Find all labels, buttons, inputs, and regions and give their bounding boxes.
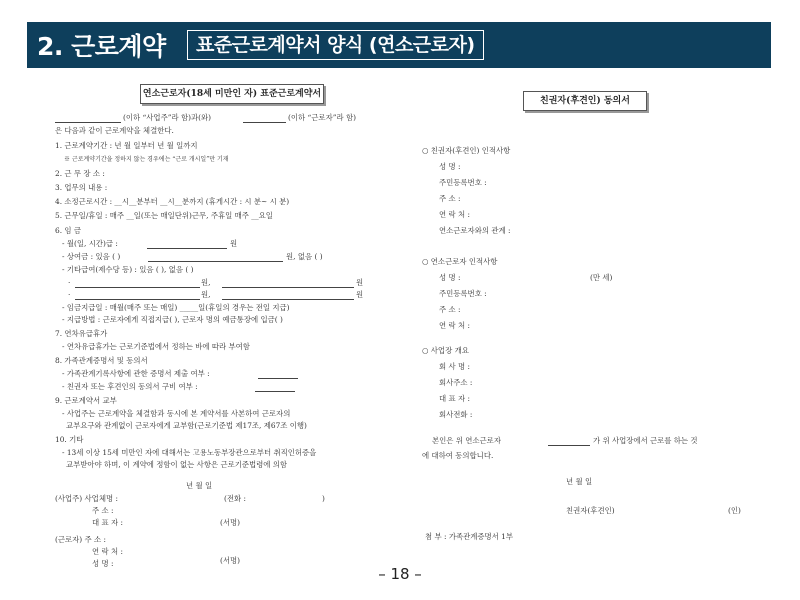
employer-ceo-label: 대 표 자 : (92, 518, 123, 527)
right-date: 년 월 일 (566, 477, 593, 486)
employee-name-blank (243, 115, 286, 123)
guardian-seal: (인) (728, 506, 741, 515)
bonus-blank (148, 254, 283, 262)
other-pay-row2-blank-b (222, 292, 354, 300)
other-pay-row2-blank-a (75, 292, 200, 300)
employer-signature: (서명) (220, 518, 241, 527)
item-wages: 6. 임 금 (55, 226, 82, 235)
minor-contact-label: 연 락 처 : (439, 321, 470, 330)
minor-id-label: 주민등록번호 : (439, 289, 487, 298)
other-pay-row1-bullet: · (68, 278, 71, 287)
other-pay-label: - 기타급여(제수당 등) : 있음 ( ), 없음 ( ) (62, 265, 194, 274)
consent-minor-blank (548, 438, 590, 446)
item-contract-period: 1. 근로계약기간 : 년 월 일부터 년 월 일까지 (55, 141, 198, 150)
delivery-detail-2: 교부요구와 관계없이 근로자에게 교부함(근로기준법 제17조, 제67조 이행) (66, 421, 307, 430)
company-phone-label: 회사전화 : (439, 410, 473, 419)
guardian-signature-label: 친권자(후견인) (566, 506, 615, 515)
item-annual-leave: 7. 연차유급휴가 (55, 329, 108, 338)
minor-section-heading: ○ 연소근로자 인적사항 (422, 257, 498, 266)
consent-form-blank (255, 384, 295, 392)
company-ceo-label: 대 표 자 : (439, 394, 470, 403)
item-working-hours: 4. 소정근로시간 : __시__분부터 __시__분까지 (휴게시간 : 시 분~ 시 분) (55, 197, 290, 206)
employee-name-label: 성 명 : (92, 559, 114, 568)
employer-address-label: 주 소 : (92, 506, 114, 515)
consent-statement-1a: 본인은 위 연소근로자 (432, 436, 501, 445)
form-subtitle: 표준근로계약서 양식 (연소근로자) (187, 30, 484, 60)
family-cert-blank (258, 371, 298, 379)
workplace-section-heading: ○ 사업장 개요 (422, 346, 469, 355)
employee-address-label: (근로자) 주 소 : (55, 535, 107, 544)
page-number: – 18 – (378, 565, 422, 583)
item-job-description: 3. 업무의 내용 : (55, 183, 108, 192)
company-name-label: 회 사 명 : (439, 362, 470, 371)
other-pay-row1-unit-a: 원, (201, 278, 211, 287)
other-detail-2: 교부받아야 하며, 이 계약에 정함이 없는 사항은 근로기준법령에 의함 (66, 460, 288, 469)
wage-monthly-blank (147, 241, 227, 249)
employer-name-blank (55, 115, 121, 123)
pay-method: - 지급방법 : 근로자에게 직접지급( ), 근로자 명의 예금통장에 입금( ) (62, 315, 283, 324)
contract-period-note: ※ 근로계약기간을 정하지 않는 경우에는 “근로 개시일”만 기재 (64, 156, 229, 163)
consent-form-ready: - 친권자 또는 후견인의 동의서 구비 여부 : (62, 382, 198, 391)
delivery-detail-1: - 사업주는 근로계약을 체결함과 동시에 본 계약서를 사본하여 근로자의 (62, 409, 291, 418)
other-pay-row1-blank-b (222, 280, 354, 288)
other-pay-row1-blank-a (75, 280, 200, 288)
attachment-note: 첨 부 : 가족관계증명서 1부 (425, 532, 513, 541)
wage-monthly-unit: 원 (230, 239, 238, 248)
item-workplace: 2. 근 무 장 소 : (55, 169, 105, 178)
other-pay-row2-unit-a: 원, (201, 290, 211, 299)
other-pay-row2-unit-b: 원 (356, 290, 364, 299)
minor-address-label: 주 소 : (439, 305, 461, 314)
employee-contact-label: 연 락 처 : (92, 547, 123, 556)
item-contract-delivery: 9. 근로계약서 교부 (55, 396, 117, 405)
guardian-contact-label: 연 락 처 : (439, 210, 470, 219)
guardian-id-label: 주민등록번호 : (439, 178, 487, 187)
item-other: 10. 기타 (55, 435, 84, 444)
minor-name-label: 성 명 : (439, 273, 461, 282)
family-cert-submitted: - 가족관계기록사항에 관한 증명서 제출 여부 : (62, 369, 210, 378)
employer-definition: (이하 “사업주”라 함)과(와) (123, 113, 212, 122)
left-date: 년 월 일 (186, 481, 213, 490)
guardian-section-heading: ○ 친권자(후견인) 인적사항 (422, 146, 511, 155)
guardian-address-label: 주 소 : (439, 194, 461, 203)
pay-date: - 임금지급일 : 매월(매주 또는 매일) _____일(휴일의 경우는 전일 지급) (62, 303, 290, 312)
employee-signature: (서명) (220, 556, 241, 565)
guardian-name-label: 성 명 : (439, 162, 461, 171)
other-pay-row2-bullet: · (68, 290, 71, 299)
header-bar (27, 22, 771, 68)
wage-monthly-label: - 월(일, 시간)급 : (62, 239, 118, 248)
other-pay-row1-unit-b: 원 (356, 278, 364, 287)
consent-statement-2: 에 대하여 동의합니다. (422, 451, 494, 460)
item-workdays-holidays: 5. 근무일/휴일 : 매주 __일(또는 매일단위)근무, 주휴일 매주 __요일 (55, 211, 273, 220)
employer-phone-label: (전화 : (224, 494, 247, 503)
employee-definition: (이하 “근로자”라 함) (288, 113, 356, 122)
minor-age-label: (만 세) (590, 273, 613, 282)
employer-company-label: (사업주) 사업체명 : (55, 494, 118, 503)
contract-intro: 은 다음과 같이 근로계약을 체결한다. (55, 126, 174, 135)
left-document-title: 연소근로자(18세 미만인 자) 표준근로계약서 (140, 84, 324, 104)
bonus-unit: 원, 없음 ( ) (286, 252, 323, 261)
guardian-relationship-label: 연소근로자와의 관계 : (439, 226, 511, 235)
annual-leave-detail: - 연차유급휴가는 근로기준법에서 정하는 바에 따라 부여함 (62, 342, 250, 351)
company-address-label: 회사주소 : (439, 378, 473, 387)
right-document-title: 친권자(후견인) 동의서 (523, 91, 647, 111)
consent-statement-1b: 가 위 사업장에서 근로를 하는 것 (593, 436, 698, 445)
bonus-label: - 상여금 : 있음 ( ) (62, 252, 121, 261)
employer-phone-close: ) (322, 494, 325, 503)
section-title: 2. 근로계약 (37, 32, 166, 61)
other-detail-1: - 13세 이상 15세 미만인 자에 대해서는 고용노동부장관으로부터 취직인허증을 (62, 448, 317, 457)
item-family-certificate: 8. 가족관계증명서 및 동의서 (55, 356, 148, 365)
